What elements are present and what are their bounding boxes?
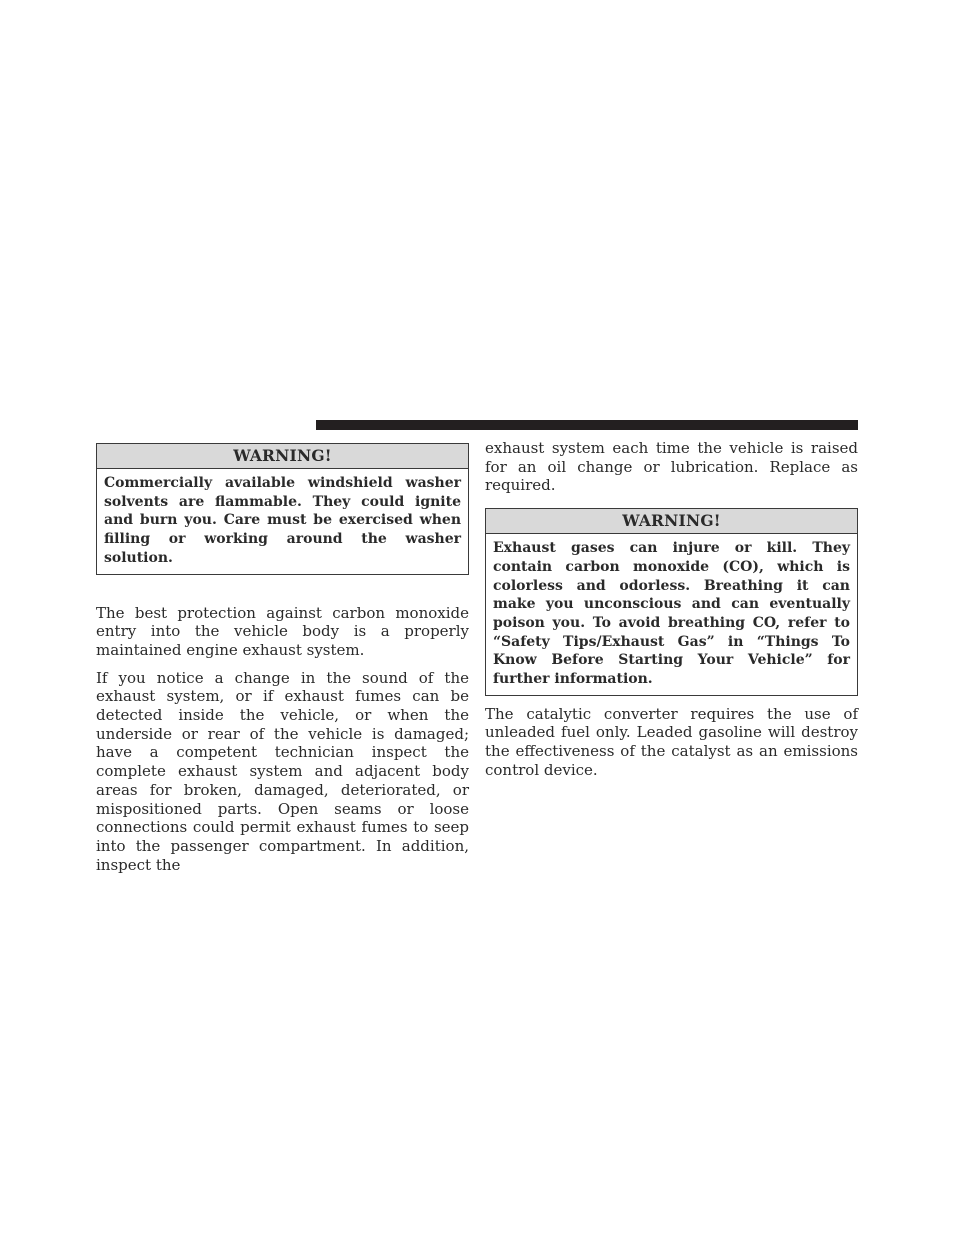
section-header-bar (316, 420, 858, 430)
paragraph-catalytic-converter: The catalytic converter requires the use of unleaded fuel only. Leaded gasoline will destroy the effectiveness of the catalyst as an emissions control device. (485, 704, 858, 779)
warning-heading: WARNING! (486, 509, 857, 534)
paragraph-exhaust-continued: exhaust system each time the vehicle is raised for an oil change or lubrication. Replace as required. (485, 439, 858, 495)
warning-box-washer-solvent (96, 443, 469, 575)
paragraph-exhaust-protection: The best protection against carbon monoxide entry into the vehicle body is a properly maintained engine exhaust system. (96, 603, 469, 659)
warning-text: Commercially available windshield washer solvents are flammable. They could ignite and burn you. Care must be exercised when filling or working around the washer solution. (104, 475, 461, 566)
right-column (485, 439, 858, 780)
warning-box-exhaust-gases (485, 508, 858, 696)
left-column (96, 443, 469, 874)
warning-heading: WARNING! (97, 444, 468, 469)
warning-text: Exhaust gases can injure or kill. They contain carbon monoxide (CO), which is colorless and odorless. Breathing it can make you unconscious and can eventually poison you. To avoid breathing CO, refer to “Safety Tips/Exhaust Gas” in “Things To Know Before Starting Your Vehicle” for further information. (493, 540, 850, 688)
paragraph-exhaust-inspection: If you notice a change in the sound of the exhaust system, or if exhaust fumes can be detected inside the vehicle, or when the underside or rear of the vehicle is damaged; have a competent technician inspect the complete exhaust system and adjacent body areas for broken, damaged, deteriorated, or mispositioned parts. Open seams or loose connections could permit exhaust fumes to seep into the passenger compartment. In addition, inspect the (96, 668, 469, 874)
